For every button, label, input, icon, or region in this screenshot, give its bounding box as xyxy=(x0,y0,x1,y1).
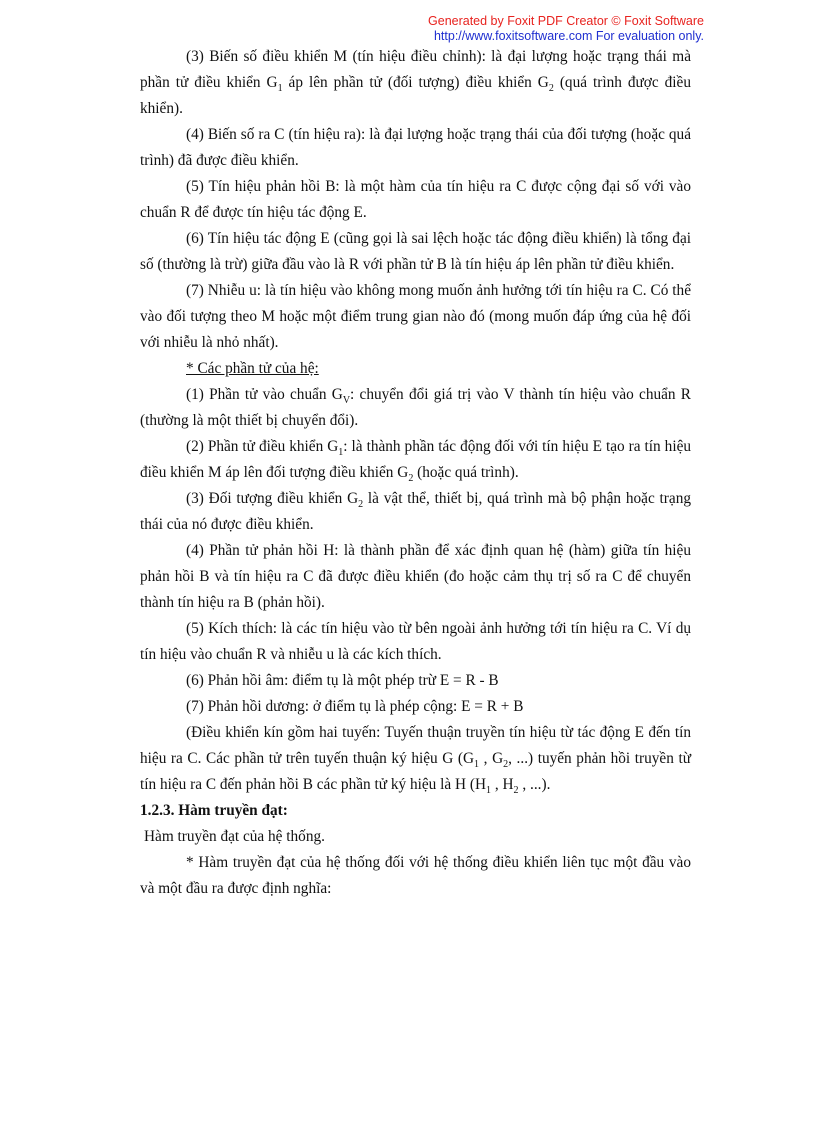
section-heading: 1.2.3. Hàm truyền đạt: xyxy=(140,802,288,819)
paragraph-reference-input-element xyxy=(140,382,691,434)
system-components-heading: * Các phần tử của hệ: xyxy=(186,360,319,377)
document-body xyxy=(140,44,691,902)
paragraph-negative-feedback: (6) Phản hồi âm: điểm tụ là một phép trừ E = R - B xyxy=(186,672,499,689)
paragraph-positive-feedback: (7) Phản hồi dương: ở điểm tụ là phép cộng: E = R + B xyxy=(186,698,524,715)
paragraph-feedback-element: (4) Phần tử phản hồi H: là thành phần để xác định quan hệ (hàm) giữa tín hiệu phản hồi B và tín hiệu ra C đã được điều khiển (đo hoặc cảm thụ trị số ra C để chuyển thành tín hiệu ra B (phản hồi). xyxy=(140,542,691,611)
text: (2) Phần tử điều khiển G xyxy=(186,438,339,455)
subscript: 1 xyxy=(474,759,480,771)
paragraph-control-variable xyxy=(140,44,691,122)
paragraph-closed-loop xyxy=(140,720,691,798)
subscript: 2 xyxy=(513,785,519,797)
text: (1) Phần tử vào chuẩn G xyxy=(186,386,343,403)
text: áp lên phần tử (đối tượng) điều khiển G xyxy=(282,74,549,91)
pdf-creator-watermark xyxy=(428,14,704,44)
text: (hoặc quá trình). xyxy=(413,464,519,481)
paragraph-transfer-function-definition: * Hàm truyền đạt của hệ thống đối với hệ thống điều khiển liên tục một đầu vào và một đầu ra được định nghĩa: xyxy=(140,854,691,897)
text: (3) Biến số điều khiển M (tín hiệu điều chỉnh): là đại lượng hoặc trạng thái mà phần tử điều khiển G xyxy=(140,48,691,91)
subscript: V xyxy=(342,395,351,407)
text: , ...). xyxy=(518,776,551,793)
text: , G xyxy=(479,750,504,767)
subscript: 1 xyxy=(277,83,283,95)
subscript: 1 xyxy=(338,447,344,459)
subscript: 2 xyxy=(548,83,554,95)
subscript: 2 xyxy=(503,759,509,771)
text: (quá trình được điều khiển). xyxy=(140,74,691,117)
text: là vật thể, thiết bị, quá trình mà bộ phận hoặc trạng thái của nó được điều khiển. xyxy=(140,490,691,533)
paragraph-feedback-signal: (5) Tín hiệu phản hồi B: là một hàm của tín hiệu ra C được cộng đại số với vào chuẩn R để được tín hiệu tác động E. xyxy=(140,178,691,221)
text: : chuyển đổi giá trị vào V thành tín hiệu vào chuẩn R (thường là một thiết bị chuyển đổi). xyxy=(140,386,691,429)
paragraph-noise: (7) Nhiễu u: là tín hiệu vào không mong muốn ảnh hưởng tới tín hiệu ra C. Có thể vào đối tượng theo M hoặc một điểm trung gian nào đó (mong muốn đáp ứng của hệ đối với nhiễu là nhỏ nhất). xyxy=(140,282,691,351)
subscript: 2 xyxy=(408,473,414,485)
subscript: 1 xyxy=(486,785,492,797)
paragraph-transfer-function-intro: Hàm truyền đạt của hệ thống. xyxy=(144,828,325,845)
text: (Điều khiển kín gồm hai tuyến: Tuyến thuận truyền tín hiệu từ tác động E đến tín hiệu ra C. Các phần tử trên tuyến thuận ký hiệu G (G xyxy=(140,724,691,767)
paragraph-actuating-signal: (6) Tín hiệu tác động E (cũng gọi là sai lệch hoặc tác động điều khiển) là tổng đại số (thường là trừ) giữa đầu vào là R với phần tử B là tín hiệu áp lên phần tử điều khiển. xyxy=(140,230,691,273)
text: , H xyxy=(491,776,514,793)
paragraph-output-variable: (4) Biến số ra C (tín hiệu ra): là đại lượng hoặc trạng thái của đối tượng (hoặc quá trình) đã được điều khiển. xyxy=(140,126,691,169)
text: : là thành phần tác động đối với tín hiệu E tạo ra tín hiệu điều khiển M áp lên đối tượng điều khiển G xyxy=(140,438,692,481)
paragraph-control-element xyxy=(140,434,691,486)
text: (3) Đối tượng điều khiển G xyxy=(186,490,359,507)
paragraph-controlled-object xyxy=(140,486,691,538)
watermark-line-1: Generated by Foxit PDF Creator © Foxit Software xyxy=(428,14,704,28)
text: , ...) tuyến phản hồi truyền từ tín hiệu ra C đến phản hồi B các phần tử ký hiệu là H (H xyxy=(140,750,691,793)
watermark-line-2: http://www.foxitsoftware.com For evaluation only. xyxy=(433,29,704,43)
paragraph-stimulus: (5) Kích thích: là các tín hiệu vào từ bên ngoài ảnh hưởng tới tín hiệu ra C. Ví dụ tín hiệu vào chuẩn R và nhiễu u là các kích thích. xyxy=(140,620,691,663)
subscript: 2 xyxy=(358,499,364,511)
